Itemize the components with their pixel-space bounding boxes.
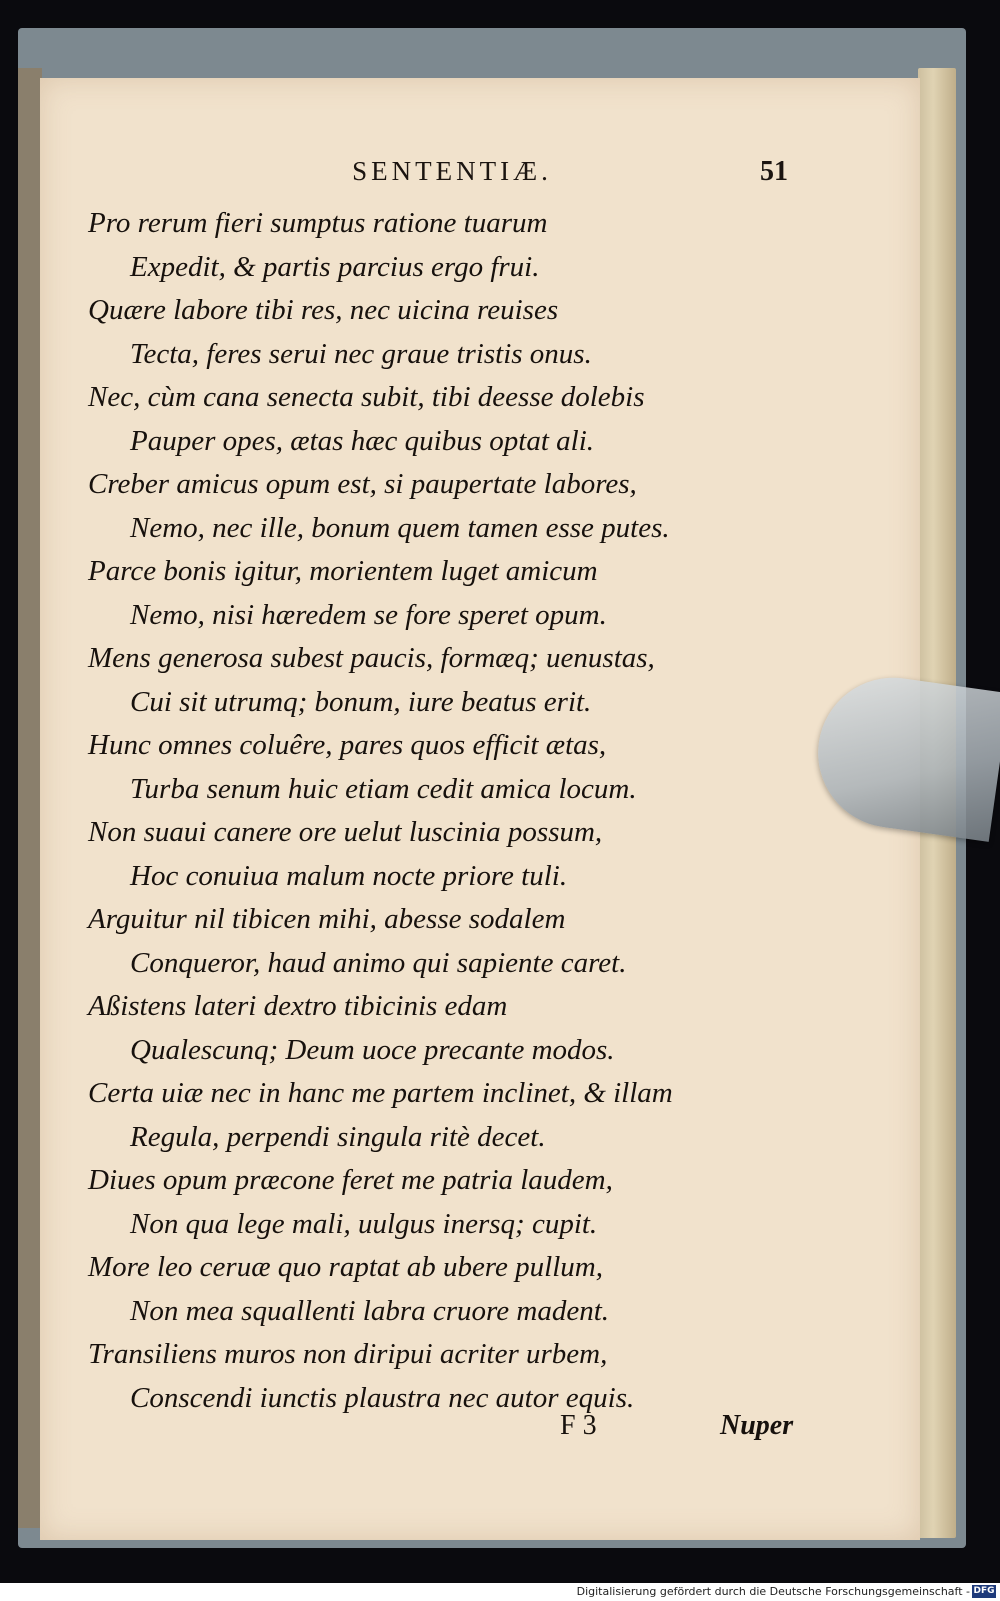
verse-line: Certa uiæ nec in hanc me partem inclinet, & illam bbox=[88, 1077, 673, 1109]
verse-line: Expedit, & partis parcius ergo frui. bbox=[130, 250, 540, 283]
verse-line: Mens generosa subest paucis, formæq; uenustas, bbox=[88, 642, 655, 674]
verse-line: Tecta, feres serui nec graue tristis onus. bbox=[130, 337, 592, 370]
catchword: Nuper bbox=[720, 1410, 794, 1441]
verse-line: Hoc conuiua malum nocte priore tuli. bbox=[130, 859, 568, 892]
verse-line: Diues opum præcone feret me patria laudem, bbox=[88, 1164, 613, 1196]
verse-line: Conscendi iunctis plaustra nec autor equis. bbox=[130, 1381, 635, 1414]
verse-line: Pro rerum fieri sumptus ratione tuarum bbox=[88, 207, 548, 239]
verse-line: Parce bonis igitur, morientem luget amicum bbox=[88, 555, 598, 587]
verse-line: Arguitur nil tibicen mihi, abesse sodalem bbox=[88, 903, 566, 935]
digitization-credit: Digitalisierung gefördert durch die Deutsche Forschungsgemeinschaft - bbox=[576, 1585, 970, 1598]
verse-line: Pauper opes, ætas hæc quibus optat ali. bbox=[130, 424, 594, 457]
verse-line: Nemo, nisi hæredem se fore speret opum. bbox=[130, 598, 607, 631]
book-page bbox=[40, 78, 920, 1540]
binding-edge bbox=[18, 68, 42, 1528]
verse-line: More leo ceruæ quo raptat ab ubere pullum, bbox=[88, 1251, 603, 1283]
book-cover-board bbox=[18, 28, 966, 1548]
verse-line: Regula, perpendi singula ritè decet. bbox=[130, 1120, 546, 1153]
verse-line: Conqueror, haud animo qui sapiente caret. bbox=[130, 946, 627, 979]
verse-line: Creber amicus opum est, si paupertate labores, bbox=[88, 468, 637, 500]
verse-line: Transiliens muros non diripui acriter urbem, bbox=[88, 1338, 608, 1370]
verse-line: Non mea squallenti labra cruore madent. bbox=[130, 1294, 609, 1327]
verse-line: Nec, cùm cana senecta subit, tibi deesse dolebis bbox=[88, 381, 645, 413]
verse-block bbox=[40, 202, 920, 1420]
credit-bar bbox=[0, 1583, 1000, 1601]
signature-mark: F 3 bbox=[560, 1410, 597, 1441]
verse-line: Qualescunq; Deum uoce precante modos. bbox=[130, 1033, 615, 1066]
running-head: SENTENTIÆ. bbox=[352, 156, 552, 186]
verse-line: Non qua lege mali, uulgus inersq; cupit. bbox=[130, 1207, 598, 1240]
page-number: 51 bbox=[760, 156, 788, 187]
verse-line: Aßistens lateri dextro tibicinis edam bbox=[88, 990, 508, 1022]
verse-line: Cui sit utrumq; bonum, iure beatus erit. bbox=[130, 685, 592, 718]
verse-line: Turba senum huic etiam cedit amica locum. bbox=[130, 772, 637, 805]
verse-line: Nemo, nec ille, bonum quem tamen esse putes. bbox=[130, 511, 670, 544]
dfg-logo: DFG bbox=[973, 1586, 995, 1596]
verse-line: Quære labore tibi res, nec uicina reuises bbox=[88, 294, 559, 326]
verse-line: Non suaui canere ore uelut luscinia possum, bbox=[88, 816, 603, 848]
verse-line: Hunc omnes coluêre, pares quos efficit ætas, bbox=[88, 729, 607, 761]
